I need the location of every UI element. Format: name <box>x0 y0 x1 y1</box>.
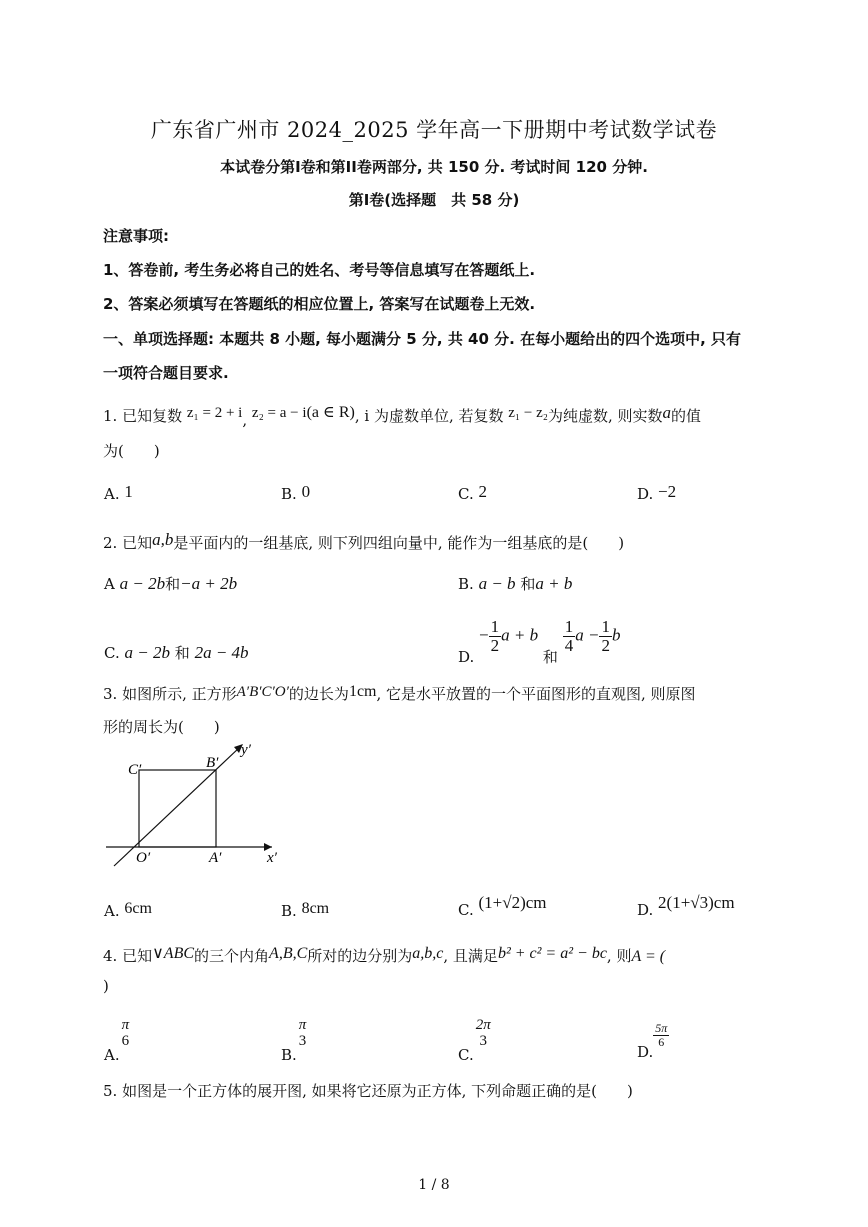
q2-option-d-frac1 <box>489 618 502 655</box>
q2-d-frac2-num: 1 <box>564 617 574 636</box>
q1-var: a <box>662 403 672 422</box>
q3-option-a <box>104 900 152 920</box>
q4-sides: a,b,c <box>412 945 444 962</box>
q3-option-a-label: A. <box>104 902 120 920</box>
q2-option-c <box>104 642 249 663</box>
label-o: O′ <box>136 850 151 866</box>
q2-option-b <box>458 573 572 594</box>
question-4-stem <box>103 943 665 966</box>
q1-end: 的值 <box>671 407 702 425</box>
q3-option-c-value: (1+√2)cm <box>478 893 547 912</box>
part-heading: 第I卷(选择题 共 58 分) <box>348 191 520 209</box>
q3-option-a-value: 6cm <box>124 900 152 917</box>
q2-option-d-rest2: b <box>611 625 621 645</box>
q1-condition: (a ∈ R) <box>306 404 355 421</box>
q2-option-b-label: B. <box>458 575 474 593</box>
q2-option-d-and: 和 <box>542 648 558 667</box>
q4-option-c-label: C. <box>458 1045 474 1064</box>
q4-c-den: 3 <box>479 1032 487 1049</box>
q4-option-d <box>637 1022 669 1061</box>
q2-option-c-label: C. <box>104 644 120 662</box>
notes-item-1: 1、答卷前, 考生务必将自己的姓名、考号等信息填写在答题纸上. <box>103 261 536 279</box>
q2-option-b-v2: a + b <box>535 574 573 593</box>
question-2-stem <box>103 530 624 553</box>
q1-option-c <box>458 482 487 503</box>
q4-equation: b² + c² = a² − bc <box>497 945 607 962</box>
q3-mid: 的边长为 <box>288 685 349 703</box>
q3-lead: 3. 如图所示, 正方形 <box>103 685 237 703</box>
label-b: B′ <box>206 755 219 771</box>
q2-d-frac1-num: 1 <box>490 617 500 636</box>
q4-mid1: 的三个内角 <box>194 947 270 965</box>
q3-option-b <box>281 900 329 920</box>
q2-d-frac2-den: 4 <box>564 635 574 655</box>
q1-sep: , <box>242 411 248 429</box>
q4-option-d-label: D. <box>637 1043 654 1062</box>
q4-option-b-label: B. <box>281 1045 297 1064</box>
q2-option-a <box>104 573 237 594</box>
q4-option-a-label: A. <box>104 1045 120 1064</box>
question-1-stem <box>103 402 701 429</box>
q4-a-den: 6 <box>121 1032 130 1049</box>
q2-option-b-and: 和 <box>520 575 536 593</box>
q4-angles: A,B,C <box>269 945 308 962</box>
q2-option-d-mid2: a − <box>575 625 600 645</box>
q3-tail: , 它是水平放置的一个平面图形的直观图, 则原图 <box>376 685 696 703</box>
notes-item-2: 2、答案必须填写在答题纸的相应位置上, 答案写在试题卷上无效. <box>103 295 536 313</box>
exam-subtitle: 本试卷分第I卷和第II卷两部分, 共 150 分. 考试时间 120 分钟. <box>220 158 648 176</box>
q1-option-b-label: B. <box>281 485 297 503</box>
q1-difference: z₁ − z₂ <box>508 405 548 421</box>
q4-option-a-frac <box>120 1018 132 1050</box>
q2-option-d <box>458 618 620 667</box>
q2-option-b-v1: a − b <box>478 574 516 593</box>
square-outline <box>139 770 216 847</box>
q4-b-num: π <box>298 1017 307 1033</box>
question-1-line2: 为( ) <box>103 442 160 460</box>
q3-shape: A′B′C′O′ <box>236 684 289 700</box>
q2-option-a-v2: −a + 2b <box>180 574 238 593</box>
document-title: 广东省广州市 2024_2025 学年高一下册期中考试数学试卷 <box>150 118 718 142</box>
q2-d-frac3-num: 1 <box>601 617 610 636</box>
q4-option-c-frac <box>474 1018 493 1050</box>
q4-ask: A = ( <box>631 948 666 965</box>
q3-option-b-value: 8cm <box>301 900 330 917</box>
notes-heading: 注意事项: <box>103 227 169 245</box>
q2-option-c-v2: 2a − 4b <box>194 643 249 662</box>
q1-option-c-value: 2 <box>478 482 487 501</box>
q1-option-a <box>104 482 133 503</box>
q4-mid2: 所对的边分别为 <box>307 947 413 965</box>
q1-option-a-value: 1 <box>124 482 133 501</box>
q2-option-d-frac2 <box>563 618 576 655</box>
q2-option-c-v1: a − 2b <box>124 643 170 662</box>
q4-b-den: 3 <box>298 1032 307 1049</box>
q4-d-num: 5π <box>655 1021 668 1035</box>
q2-option-a-and: 和 <box>165 575 181 593</box>
q2-d-frac3-den: 2 <box>601 635 610 655</box>
q4-mid4: , 则 <box>606 947 632 965</box>
q3-option-b-label: B. <box>281 902 297 920</box>
q1-option-a-label: A. <box>104 485 120 503</box>
q2-lead: 2. 已知 <box>103 534 153 552</box>
label-a: A′ <box>209 850 222 866</box>
q2-option-a-label: A <box>104 575 115 593</box>
q4-c-num: 2π <box>475 1017 491 1033</box>
q4-a-num: π <box>121 1017 130 1033</box>
question-5-stem: 5. 如图是一个正方体的展开图, 如果将它还原为正方体, 下列命题正确的是( ) <box>103 1082 633 1100</box>
q3-option-c-label: C. <box>458 901 474 919</box>
q1-option-d <box>637 482 676 503</box>
q2-option-c-and: 和 <box>174 644 190 662</box>
label-x: x′ <box>267 850 277 866</box>
q1-option-d-label: D. <box>637 485 654 503</box>
q4-option-b <box>281 1018 308 1064</box>
q2-tail: 是平面内的一组基底, 则下列四组向量中, 能作为一组基底的是( ) <box>173 534 625 552</box>
oblique-square-figure <box>100 738 290 868</box>
q2-option-d-label: D. <box>458 648 475 667</box>
q3-length: 1cm <box>348 683 377 700</box>
q1-option-d-value: −2 <box>658 482 677 501</box>
q2-option-d-rest1: a + b <box>501 625 539 645</box>
section-instructions-line2: 一项符合题目要求. <box>103 364 229 382</box>
q1-option-b-value: 0 <box>301 482 311 501</box>
q4-mid3: , 且满足 <box>443 947 498 965</box>
q2-d-frac1-den: 2 <box>490 635 500 655</box>
question-3-line2: 形的周长为( ) <box>103 718 220 736</box>
q3-option-d-label: D. <box>637 901 654 919</box>
q4-triangle: ∨ABC <box>152 945 195 962</box>
q4-option-b-frac <box>297 1018 309 1050</box>
q1-mid: , i 为虚数单位, 若复数 <box>354 407 504 425</box>
q1-z2: z₂ = a − i <box>251 405 307 421</box>
q2-option-d-frac3 <box>599 618 612 655</box>
q4-option-c <box>458 1018 493 1064</box>
page-number: 1 / 8 <box>418 1177 450 1193</box>
q1-option-c-label: C. <box>458 485 474 503</box>
label-y: y′ <box>241 742 251 758</box>
section-instructions-line1: 一、单项选择题: 本题共 8 小题, 每小题满分 5 分, 共 40 分. 在每小题给出的四个选项中, 只有 <box>103 330 741 348</box>
question-3-stem <box>103 683 696 704</box>
q1-z1: z₁ = 2 + i <box>186 405 243 421</box>
q1-tail: 为纯虚数, 则实数 <box>548 407 663 425</box>
q1-lead: 1. 已知复数 <box>103 407 183 425</box>
q2-vars: a,b <box>152 530 174 549</box>
label-c: C′ <box>128 762 142 778</box>
q3-option-d <box>637 893 735 919</box>
q2-option-a-v1: a − 2b <box>119 574 166 593</box>
q3-option-c <box>458 893 547 919</box>
q4-d-den: 6 <box>658 1034 665 1049</box>
q3-option-d-value: 2(1+√3)cm <box>658 893 735 912</box>
q4-option-d-frac <box>653 1022 669 1048</box>
q2-option-d-neg: − <box>479 625 489 645</box>
question-4-line2: ) <box>103 977 109 995</box>
q4-lead: 4. 已知 <box>103 947 153 965</box>
q1-option-b <box>281 482 310 503</box>
q4-option-a <box>104 1018 131 1064</box>
